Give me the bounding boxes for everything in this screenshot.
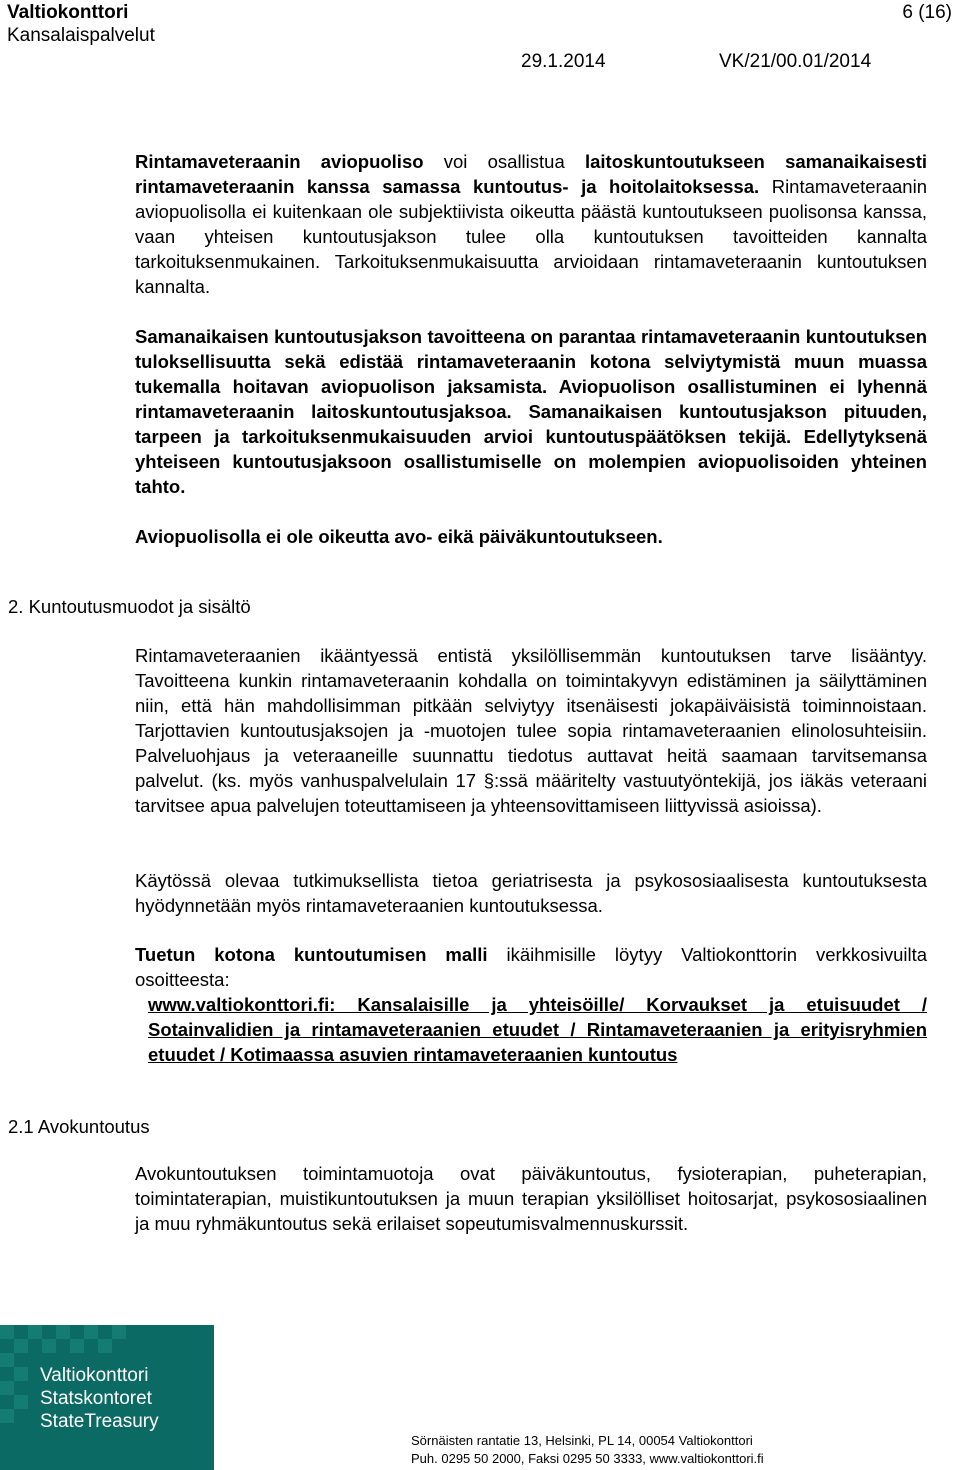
paragraph-research: Käytössä olevaa tutkimuksellista tietoa geriatrisesta ja psykososiaalisesta kuntoutuksesta hyödynnetään myös rintamaveteraanien kuntoutuksessa.: [135, 870, 927, 916]
footer-contact: Puh. 0295 50 2000, Faksi 0295 50 3333, www.valtiokonttori.fi: [411, 1451, 764, 1466]
paragraph-spouse-participation: [135, 149, 927, 299]
logo-line-sv: Statskontoret: [40, 1388, 152, 1409]
valtiokonttori-logo: [0, 1325, 214, 1470]
term-home-rehab-model: Tuetun kotona kuntoutumisen malli: [135, 944, 488, 965]
footer-address: Sörnäisten rantatie 13, Helsinki, PL 14, 00054 Valtiokonttori: [411, 1433, 753, 1448]
paragraph-no-outpatient-right: Aviopuolisolla ei ole oikeutta avo- eikä päiväkuntoutukseen.: [135, 526, 663, 547]
header-doc-id: VK/21/00.01/2014: [719, 51, 872, 72]
page-number: 6 (16): [902, 2, 952, 23]
header-date: 29.1.2014: [521, 51, 606, 72]
term-spouse: Rintamaveteraanin aviopuoliso: [135, 151, 424, 172]
text-fragment: Rintamaveteraanin aviopuolisolla ei kuitenkaan ole subjektiivista oikeutta päästä kuntoutukseen puolisonsa kanssa, vaan yhteisen kuntoutusjakson tulee olla kuntoutuksen tavoitteiden kannalta tarkoituksenmukainen. Tarkoituksenmukaisuutta arvioidaan rintamaveteraanin kuntoutuksen kannalta.: [135, 176, 927, 297]
text-fragment: voi osallistua: [423, 151, 585, 172]
paragraph-rehab-forms: Rintamaveteraanien ikääntyessä entistä yksilöllisemmän kuntoutuksen tarve lisääntyy. Tavoitteena kunkin rintamaveteraanin kohdalla on toimintakyvyn edistäminen ja säilyttäminen niin, että hän mahdollisimman pitkään selviytyy itsenäisesti jokapäiväisistä toiminnoistaan. Tarjottavien kuntoutusjaksojen ja -muotojen tulee sopia rintamaveteraanien elinolosuhteisiin. Palveluohjaus ja veteraaneille suunnattu tiedotus auttavat heitä saamaan tarvitsemansa palvelut. (ks. myös vanhuspalvelulain 17 §:ssä määritelty vastuutyöntekijä, jos iäkäs veteraani tarvitsee apua palvelujen toteuttamiseen ja yhteensovittamiseen liittyvissä asioissa).: [135, 645, 927, 816]
paragraph-home-rehab-model: [135, 942, 927, 992]
section-heading-2: 2. Kuntoutusmuodot ja sisältö: [8, 596, 251, 617]
text-fragment: ikäihmisille löytyy Valtiokonttorin verkkosivuilta osoitteesta:: [135, 944, 928, 990]
logo-line-en: StateTreasury: [40, 1411, 159, 1432]
term-institutional-rehab: laitoskuntoutukseen samanaikaisesti rintamaveteraanin kanssa samassa kuntoutus- ja hoitolaitoksessa.: [135, 151, 927, 197]
header-unit: Kansalaispalvelut: [7, 25, 155, 46]
paragraph-outpatient-rehab: Avokuntoutuksen toimintamuotoja ovat päiväkuntoutus, fysioterapian, puheterapian, toimintaterapian, muistikuntoutuksen ja muun terapian yksilölliset hoitosarjat, psykososiaalinen ja muu ryhmäkuntoutus sekä erilaiset sopeutumisvalmennuskurssit.: [135, 1163, 927, 1234]
paragraph-joint-period-goal: Samanaikaisen kuntoutusjakson tavoitteena on parantaa rintamaveteraanin kuntoutuksen tuloksellisuutta sekä edistää rintamaveteraanin kotona selviytymistä muun muassa tukemalla hoitavan aviopuolison jaksamista. Aviopuolison osallistuminen ei lyhennä rintamaveteraanin laitoskuntoutusjaksoa. Samanaikaisen kuntoutusjakson pituuden, tarpeen ja tarkoituksenmukaisuuden arvioi kuntoutuspäätöksen tekijä. Edellytyksenä yhteiseen kuntoutusjaksoon osallistumiselle on molempien aviopuolisoiden yhteinen tahto.: [135, 326, 927, 497]
website-link[interactable]: www.valtiokonttori.fi: Kansalaisille ja yhteisöille/ Korvaukset ja etuisuudet / Sotainvalidien ja rintamaveteraanien etuudet / Rintamaveteraanien ja erityisryhmien etuudet / Kotimaassa asuvien rintamaveteraanien kuntoutus: [148, 994, 927, 1065]
logo-line-fi: Valtiokonttori: [40, 1365, 149, 1386]
section-heading-2-1: 2.1 Avokuntoutus: [8, 1116, 150, 1137]
header-org: Valtiokonttori: [7, 2, 129, 23]
